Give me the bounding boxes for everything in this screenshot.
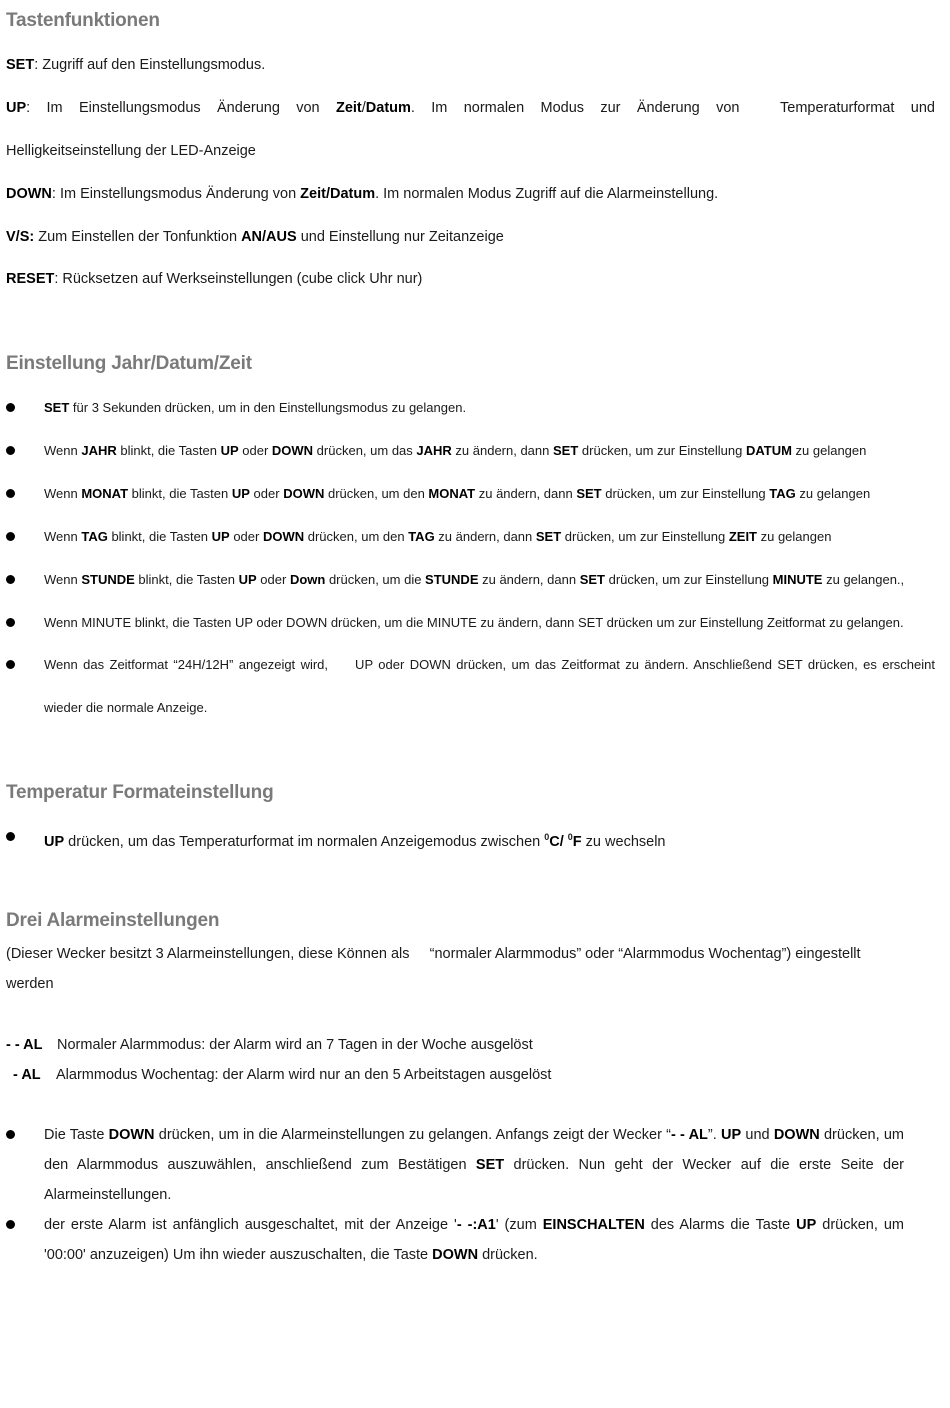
key: - -:A1 xyxy=(456,1217,496,1233)
text: ”. xyxy=(707,1127,721,1143)
degree-sup: 0 xyxy=(567,832,573,842)
key: STUNDE xyxy=(425,572,479,587)
key: DOWN xyxy=(432,1247,479,1263)
key-zeitdatum: Zeit/Datum xyxy=(300,186,376,202)
key: - - AL xyxy=(6,1037,43,1053)
bullet-dot xyxy=(6,618,15,627)
bullet-dot xyxy=(6,489,15,498)
bullet-dot xyxy=(6,1220,15,1229)
text: zu wechseln xyxy=(581,834,666,850)
key: JAHR xyxy=(81,443,117,458)
text: blinkt, die Tasten xyxy=(116,443,221,458)
text-slash: / xyxy=(361,100,366,116)
text: Die Taste xyxy=(44,1127,109,1143)
key: F xyxy=(572,834,582,850)
text: Wenn xyxy=(44,572,82,587)
key-down: DOWN xyxy=(6,186,52,202)
text: drücken, um zur Einstellung xyxy=(561,529,729,544)
key: SET xyxy=(475,1157,505,1173)
line-up xyxy=(6,99,935,117)
text: drücken, um zur Einstellung xyxy=(601,486,770,501)
text: drücken, um den xyxy=(324,486,429,501)
heading-alarm: Drei Alarmeinstellungen xyxy=(6,910,220,931)
key: SET xyxy=(553,443,579,458)
text: drücken, um zur Einstellung xyxy=(605,572,773,587)
line-reset xyxy=(6,270,422,288)
key: Down xyxy=(289,572,326,587)
text: zu gelangen xyxy=(791,443,867,458)
key: DOWN xyxy=(262,529,305,544)
text: drücken, um zur Einstellung xyxy=(578,443,746,458)
text-vs-b: und Einstellung nur Zeitanzeige xyxy=(296,229,504,245)
key: EINSCHALTEN xyxy=(542,1217,645,1233)
text-up-a: : Im Einstellungsmodus Änderung von xyxy=(26,100,336,116)
text: drücken, um in die Alarmeinstellungen zu gelangen. Anfangs zeigt der Wecker “ xyxy=(154,1127,671,1143)
text: der erste Alarm ist anfänglich ausgeschaltet, mit der Anzeige ' xyxy=(44,1217,457,1233)
text: des Alarms die Taste xyxy=(644,1217,797,1233)
text: Wenn das Zeitformat “24H/12H” angezeigt wird, UP oder DOWN drücken, um das Zeitformat zu ändern. Anschließend SET drücken, es erscheint xyxy=(44,657,935,672)
heading-temperatur: Temperatur Formateinstellung xyxy=(6,782,274,803)
key: SET xyxy=(576,486,602,501)
degree-sup: 0 xyxy=(544,832,550,842)
key: ZEIT xyxy=(728,529,757,544)
text: drücken, um das Temperaturformat im normalen Anzeigemodus zwischen xyxy=(64,834,545,850)
key: SET xyxy=(44,400,70,415)
heading-einstellung: Einstellung Jahr/Datum/Zeit xyxy=(6,353,252,374)
text: zu ändern, dann xyxy=(451,443,553,458)
text: Wenn xyxy=(44,486,82,501)
text: zu gelangen xyxy=(757,529,832,544)
text: Wenn xyxy=(44,443,82,458)
key: DOWN xyxy=(271,443,314,458)
text: drücken. Nun geht der Wecker auf die erste Seite der Alarmeinstellungen. xyxy=(44,1157,904,1203)
heading-tastenfunktionen: Tastenfunktionen xyxy=(6,10,160,31)
text: Normaler Alarmmodus: der Alarm wird an 7 Tagen in der Woche ausgelöst xyxy=(57,1037,533,1053)
key: - AL xyxy=(13,1067,41,1083)
key: TAG xyxy=(408,529,435,544)
line-down xyxy=(6,185,718,203)
key: TAG xyxy=(81,529,108,544)
text: und xyxy=(741,1127,774,1143)
text: drücken, um die xyxy=(325,572,426,587)
text: blinkt, die Tasten xyxy=(134,572,239,587)
text: drücken, um '00:00' anzuzeigen) Um ihn wieder auszuschalten, die Taste xyxy=(44,1217,905,1263)
text: Wenn xyxy=(44,529,82,544)
key: UP xyxy=(238,572,257,587)
bullet-dot xyxy=(6,575,15,584)
text: blinkt, die Tasten xyxy=(128,486,232,501)
text-vs-a: Zum Einstellen der Tonfunktion xyxy=(34,229,242,245)
text: für 3 Sekunden drücken, um in den Einstellungsmodus zu gelangen. xyxy=(69,400,467,415)
text-down-a: : Im Einstellungsmodus Änderung von xyxy=(51,186,301,202)
bullet-dot xyxy=(6,832,15,841)
key-anaus: AN/AUS xyxy=(241,229,297,245)
text-down-b: . Im normalen Modus Zugriff auf die Alarmeinstellung. xyxy=(375,186,719,202)
bullet-dot xyxy=(6,446,15,455)
bullet-dot xyxy=(6,1130,15,1139)
text: drücken, um das xyxy=(313,443,417,458)
key: TAG xyxy=(769,486,796,501)
key: SET xyxy=(535,529,562,544)
key: UP xyxy=(211,529,230,544)
text: drücken, um den Alarmmodus auszuwählen, anschließend zum Bestätigen xyxy=(44,1127,904,1173)
intro-line: werden xyxy=(6,976,54,992)
key: UP xyxy=(220,443,239,458)
key: STUNDE xyxy=(81,572,135,587)
text-set: : Zugriff auf den Einstellungsmodus. xyxy=(34,57,266,73)
mode-line xyxy=(6,1036,533,1054)
line-set xyxy=(6,56,265,74)
key: - - AL xyxy=(670,1127,708,1143)
text: oder xyxy=(256,572,290,587)
key: DOWN xyxy=(773,1127,820,1143)
key: UP xyxy=(721,1127,742,1143)
key: MONAT xyxy=(81,486,129,501)
key: DATUM xyxy=(745,443,792,458)
key: MINUTE xyxy=(772,572,823,587)
line-up-cont: Helligkeitseinstellung der LED-Anzeige xyxy=(6,143,256,159)
intro-line: (Dieser Wecker besitzt 3 Alarmeinstellungen, diese Können als “normaler Alarmmodus” oder “Alarmmodus Wochentag”) eingestellt xyxy=(6,946,861,962)
key-up: UP xyxy=(6,100,27,116)
key: DOWN xyxy=(283,486,325,501)
text-up-b: . Im normalen Modus zur Änderung von Temperaturformat und xyxy=(410,100,935,116)
key-datum: Datum xyxy=(365,100,411,116)
key: C/ xyxy=(549,834,568,850)
text: ' (zum xyxy=(495,1217,543,1233)
bullet-dot xyxy=(6,660,15,669)
text: oder xyxy=(238,443,272,458)
text: drücken, um den xyxy=(304,529,409,544)
text: zu gelangen xyxy=(795,486,871,501)
text: zu ändern, dann xyxy=(434,529,536,544)
key-set: SET xyxy=(6,57,35,73)
key-zeit: Zeit xyxy=(335,100,362,116)
text-reset: : Rücksetzen auf Werkseinstellungen (cube click Uhr nur) xyxy=(54,271,423,287)
text: Wenn MINUTE blinkt, die Tasten UP oder DOWN drücken, um die MINUTE zu ändern, dann SET drücken um zur Einstellung Zeitformat zu gelangen. xyxy=(44,615,904,630)
text: zu ändern, dann xyxy=(475,486,577,501)
key-reset: RESET xyxy=(6,271,55,287)
text: blinkt, die Tasten xyxy=(107,529,212,544)
key: UP xyxy=(231,486,250,501)
bullet-continuation: wieder die normale Anzeige. xyxy=(44,700,208,715)
key: SET xyxy=(579,572,605,587)
text: drücken. xyxy=(478,1247,538,1263)
line-vs xyxy=(6,228,504,246)
text: Alarmmodus Wochentag: der Alarm wird nur an den 5 Arbeitstagen ausgelöst xyxy=(56,1067,552,1083)
bullet-dot xyxy=(6,403,15,412)
text: oder xyxy=(229,529,263,544)
text: zu ändern, dann xyxy=(478,572,580,587)
key: DOWN xyxy=(108,1127,155,1143)
key: MONAT xyxy=(428,486,476,501)
key: UP xyxy=(796,1217,817,1233)
text: oder xyxy=(249,486,284,501)
key: JAHR xyxy=(416,443,452,458)
text: zu gelangen., xyxy=(822,572,905,587)
key-vs: V/S: xyxy=(6,229,35,245)
bullet-dot xyxy=(6,532,15,541)
key: UP xyxy=(44,834,65,850)
